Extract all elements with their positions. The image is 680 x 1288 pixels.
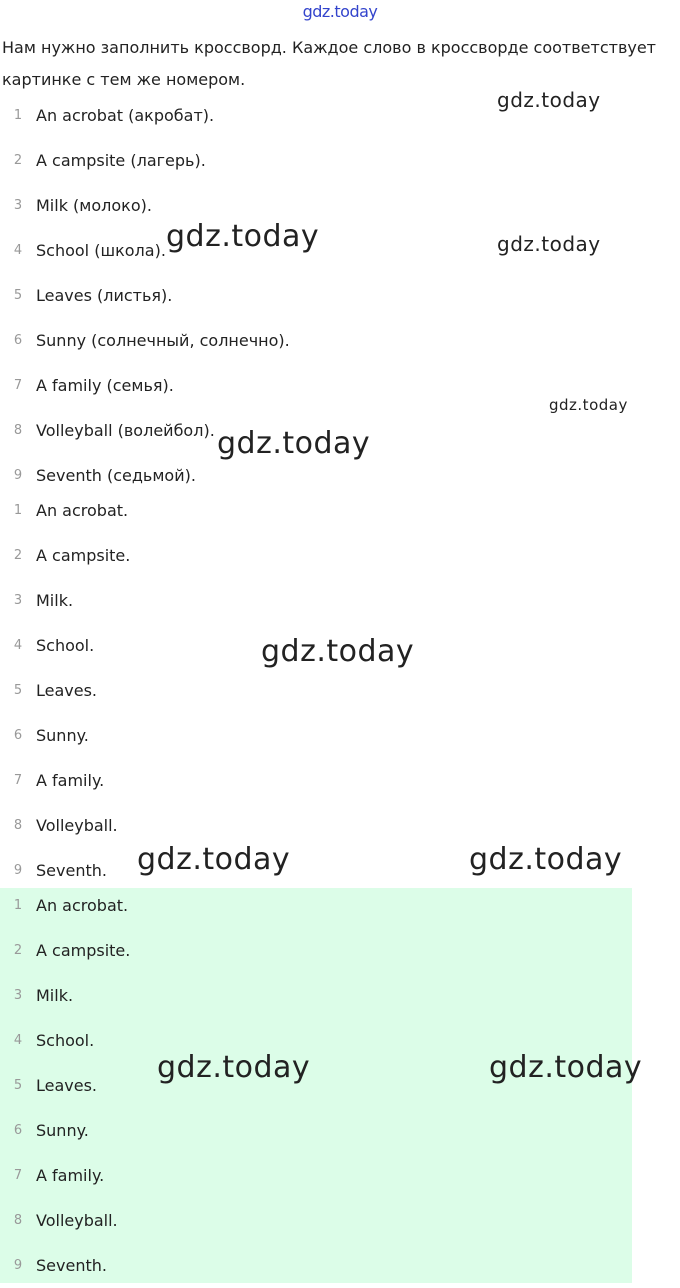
item-text: A campsite. <box>36 941 131 960</box>
list-item <box>0 973 630 1018</box>
item-number: 5 <box>13 288 23 303</box>
list-item <box>0 1243 630 1288</box>
item-text: Sunny (солнечный, солнечно). <box>36 331 290 350</box>
item-text: A family. <box>36 1166 105 1185</box>
list-item <box>0 488 630 533</box>
item-number: 8 <box>13 423 23 438</box>
list-item <box>0 668 630 713</box>
item-number: 2 <box>13 153 23 168</box>
list-item <box>0 758 630 803</box>
item-number: 6 <box>13 1123 23 1138</box>
item-text: A family (семья). <box>36 376 174 395</box>
item-text: Milk. <box>36 591 74 610</box>
item-text: An acrobat (акробат). <box>36 106 215 125</box>
item-text: Sunny. <box>36 1121 89 1140</box>
item-number: 3 <box>13 593 23 608</box>
item-text: Seventh. <box>36 861 107 880</box>
item-number: 2 <box>13 548 23 563</box>
item-number: 8 <box>13 1213 23 1228</box>
watermark: gdz.today <box>157 1050 311 1085</box>
task-intro: Нам нужно заполнить кроссворд. Каждое слово в кроссворде соответствует картинке с тем же номером. <box>2 38 656 89</box>
list-item <box>0 883 630 928</box>
item-number: 6 <box>13 333 23 348</box>
watermark: gdz.today <box>261 634 415 669</box>
list-item <box>0 183 630 228</box>
item-text: An acrobat. <box>36 896 129 915</box>
watermark: gdz.today <box>549 396 628 414</box>
list-item <box>0 1198 630 1243</box>
item-text: Leaves. <box>36 681 98 700</box>
list-item <box>0 803 630 848</box>
list-item <box>0 1108 630 1153</box>
site-header[interactable]: gdz.today <box>302 2 378 21</box>
watermark: gdz.today <box>489 1050 643 1085</box>
list-item <box>0 1063 630 1108</box>
item-text: Leaves (листья). <box>36 286 173 305</box>
highlighted-answer-list <box>0 883 630 1288</box>
item-number: 4 <box>13 638 23 653</box>
watermark: gdz.today <box>217 426 371 461</box>
list-item <box>0 363 630 408</box>
item-number: 4 <box>13 1033 23 1048</box>
item-number: 7 <box>13 773 23 788</box>
item-text: Volleyball. <box>36 816 118 835</box>
watermark: gdz.today <box>497 88 601 112</box>
item-number: 4 <box>13 243 23 258</box>
item-number: 8 <box>13 818 23 833</box>
item-text: Milk (молоко). <box>36 196 152 215</box>
item-number: 1 <box>13 108 23 123</box>
item-number: 9 <box>13 863 23 878</box>
item-text: Seventh. <box>36 1256 107 1275</box>
item-text: A campsite. <box>36 546 131 565</box>
list-item <box>0 408 630 453</box>
item-number: 7 <box>13 1168 23 1183</box>
list-item <box>0 928 630 973</box>
item-text: School. <box>36 636 95 655</box>
list-item <box>0 533 630 578</box>
item-text: Volleyball (волейбол). <box>36 421 215 440</box>
list-item <box>0 1018 630 1063</box>
item-text: A campsite (лагерь). <box>36 151 206 170</box>
item-number: 3 <box>13 988 23 1003</box>
translation-list <box>0 93 630 498</box>
list-item <box>0 138 630 183</box>
item-text: Leaves. <box>36 1076 98 1095</box>
list-item <box>0 228 630 273</box>
item-number: 9 <box>13 1258 23 1273</box>
item-number: 7 <box>13 378 23 393</box>
list-item <box>0 273 630 318</box>
item-number: 6 <box>13 728 23 743</box>
item-text: Volleyball. <box>36 1211 118 1230</box>
watermark: gdz.today <box>469 842 623 877</box>
item-text: Sunny. <box>36 726 89 745</box>
item-number: 2 <box>13 943 23 958</box>
item-number: 5 <box>13 1078 23 1093</box>
answer-list <box>0 488 630 893</box>
item-number: 1 <box>13 898 23 913</box>
item-number: 1 <box>13 503 23 518</box>
item-number: 9 <box>13 468 23 483</box>
item-number: 3 <box>13 198 23 213</box>
list-item <box>0 578 630 623</box>
item-text: School (школа). <box>36 241 166 260</box>
item-text: Milk. <box>36 986 74 1005</box>
watermark: gdz.today <box>166 219 320 254</box>
list-item <box>0 713 630 758</box>
item-text: School. <box>36 1031 95 1050</box>
list-item <box>0 93 630 138</box>
watermark: gdz.today <box>137 842 291 877</box>
item-number: 5 <box>13 683 23 698</box>
list-item <box>0 623 630 668</box>
list-item <box>0 1153 630 1198</box>
item-text: Seventh (седьмой). <box>36 466 196 485</box>
item-text: A family. <box>36 771 105 790</box>
list-item <box>0 318 630 363</box>
item-text: An acrobat. <box>36 501 129 520</box>
watermark: gdz.today <box>497 232 601 256</box>
